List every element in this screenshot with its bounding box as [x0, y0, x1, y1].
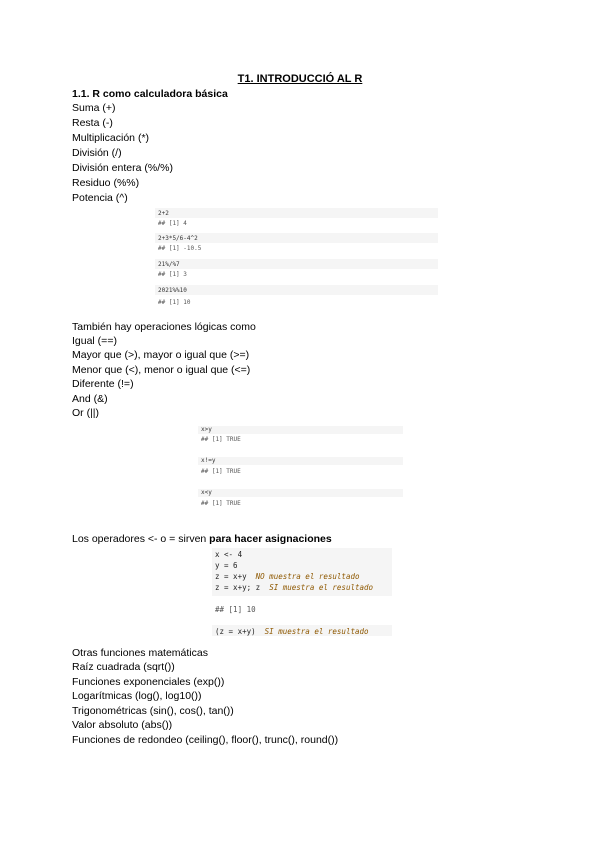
code-line: [215, 560, 238, 571]
code-line: [215, 626, 369, 637]
code-line: [215, 582, 373, 593]
list-item: Residuo (%%): [72, 177, 140, 189]
list-item: División (/): [72, 147, 122, 159]
code-output: ## [1] 10: [158, 299, 191, 306]
list-item: Suma (+): [72, 102, 116, 114]
list-item: Trigonométricas (sin(), cos(), tan()): [72, 705, 234, 717]
code-background: [198, 489, 403, 497]
list-item: Diferente (!=): [72, 378, 134, 390]
list-item: And (&): [72, 393, 108, 405]
code-text: (z = x+y): [215, 627, 256, 636]
section-heading: 1.1. R como calculadora básica: [72, 88, 228, 100]
code-text: z = x+y: [215, 572, 247, 581]
list-item: Or (||): [72, 407, 100, 419]
code-output: ## [1] 10: [215, 605, 256, 614]
code-input: x<y: [201, 489, 212, 496]
code-line: [215, 549, 242, 560]
list-item: Funciones exponenciales (exp()): [72, 676, 225, 688]
section-intro: [72, 532, 332, 546]
code-input: x>y: [201, 426, 212, 433]
code-input: 21%/%7: [158, 261, 180, 268]
code-output: ## [1] 3: [158, 271, 187, 278]
list-item: Valor absoluto (abs()): [72, 719, 173, 731]
code-output: ## [1] TRUE: [201, 436, 241, 443]
list-item: Potencia (^): [72, 192, 128, 204]
list-item: División entera (%/%): [72, 162, 173, 174]
code-input: 2+3*5/6-4^2: [158, 235, 198, 242]
section-intro: Otras funciones matemáticas: [72, 647, 208, 659]
code-background: [155, 285, 438, 295]
code-text: y = 6: [215, 561, 238, 570]
list-item: Logarítmicas (log(), log10()): [72, 690, 202, 702]
list-item: Mayor que (>), mayor o igual que (>=): [72, 349, 250, 361]
code-text: z = x+y; z: [215, 583, 261, 592]
section-intro: También hay operaciones lógicas como: [72, 321, 256, 333]
list-item: Menor que (<), menor o igual que (<=): [72, 364, 251, 376]
intro-plain: Los operadores <- o = sirven: [72, 533, 210, 545]
code-line: [215, 571, 360, 582]
code-background: [155, 259, 438, 269]
page-title: T1. INTRODUCCIÓ AL R: [237, 73, 363, 85]
code-input: x!=y: [201, 457, 216, 464]
code-input: 2+2: [158, 210, 169, 217]
list-item: Raíz cuadrada (sqrt()): [72, 661, 175, 673]
code-comment: NO muestra el resultado: [255, 572, 360, 581]
code-output: ## [1] -10.5: [158, 245, 202, 252]
code-background: [155, 208, 438, 218]
code-background: [198, 426, 403, 434]
code-output: ## [1] TRUE: [201, 468, 241, 475]
code-output: ## [1] TRUE: [201, 500, 241, 507]
list-item: Multiplicación (*): [72, 132, 150, 144]
list-item: Funciones de redondeo (ceiling(), floor(), trunc(), round()): [72, 734, 339, 746]
code-background: [198, 457, 403, 465]
code-text: x <- 4: [215, 550, 243, 559]
list-item: Resta (-): [72, 117, 113, 129]
code-comment: SI muestra el resultado: [269, 583, 374, 592]
code-output: ## [1] 4: [158, 220, 187, 227]
code-comment: SI muestra el resultado: [264, 627, 369, 636]
list-item: Igual (==): [72, 335, 117, 347]
code-input: 2021%%10: [158, 287, 187, 294]
intro-bold: para hacer asignaciones: [209, 533, 332, 545]
